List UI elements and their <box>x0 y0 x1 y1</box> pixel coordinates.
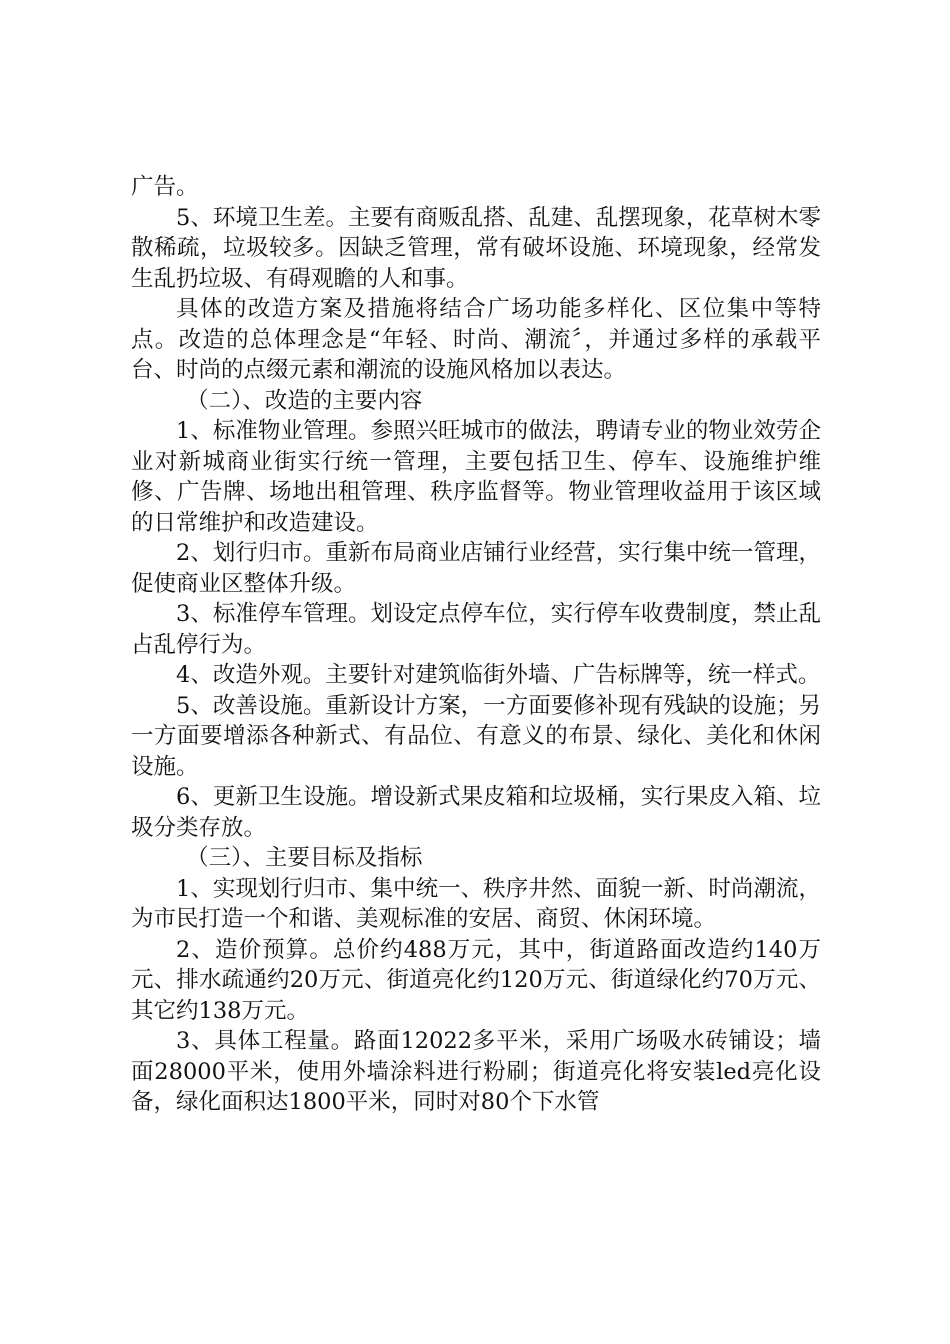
section-heading-goals: （三）、主要目标及指标 <box>186 845 423 871</box>
paragraph-facade-renovation: 4、改造外观。主要针对建筑临街外墙、广告标牌等，统一样式。 <box>176 662 821 688</box>
paragraph-property-management: 1、标准物业管理。参照兴旺城市的做法，聘请专业的物业效劳企业对新城商业街实行统一管理，主要包括卫生、停车、设施维护维修、广告牌、场地出租管理、秩序监督等。物业管理收益用于该区域的日常维护和改造建设。 <box>131 418 821 536</box>
paragraph-renovation-concept: 具体的改造方案及措施将结合广场功能多样化、区位集中等特点。改造的总体理念是“年轻、时尚、潮流〞，并通过多样的承载平台、时尚的点缀元素和潮流的设施风格加以表达。 <box>131 296 821 383</box>
paragraph-trade-zoning: 2、划行归市。重新布局商业店铺行业经营，实行集中统一管理，促使商业区整体升级。 <box>131 540 821 597</box>
paragraph-goal-environment: 1、实现划行归市、集中统一、秩序井然、面貌一新、时尚潮流，为市民打造一个和谐、美观标准的安居、商贸、休闲环境。 <box>131 875 821 932</box>
paragraph-facility-improvement: 5、改善设施。重新设计方案，一方面要修补现有残缺的设施；另一方面要增添各种新式、有品位、有意义的布景、绿化、美化和休闲设施。 <box>131 692 821 780</box>
paragraph-environment-hygiene: 5、环境卫生差。主要有商贩乱搭、乱建、乱摆现象，花草树木零散稀疏，垃圾较多。因缺乏管理，常有破坏设施、环境现象，经常发生乱扔垃圾、有碍观瞻的人和事。 <box>131 204 821 292</box>
paragraph-parking-management: 3、标准停车管理。划设定点停车位，实行停车收费制度，禁止乱占乱停行为。 <box>131 601 821 658</box>
paragraph-budget: 2、造价预算。总价约488万元，其中，街道路面改造约140万元、排水疏通约20万元、街道亮化约120万元、街道绿化约70万元、其它约138万元。 <box>131 936 821 1024</box>
document-body <box>131 172 821 1118</box>
paragraph-continuation: 广告。 <box>131 174 199 200</box>
section-heading-main-content: （二）、改造的主要内容 <box>186 387 423 414</box>
paragraph-sanitation-facilities: 6、更新卫生设施。增设新式果皮箱和垃圾桶，实行果皮入箱、垃圾分类存放。 <box>131 784 821 841</box>
paragraph-work-quantity: 3、具体工程量。路面12022多平米，采用广场吸水砖铺设；墙面28000平米，使用外墙涂料进行粉刷；街道亮化将安装led亮化设备，绿化面积达1800平米，同时对80个下水管 <box>131 1028 821 1115</box>
